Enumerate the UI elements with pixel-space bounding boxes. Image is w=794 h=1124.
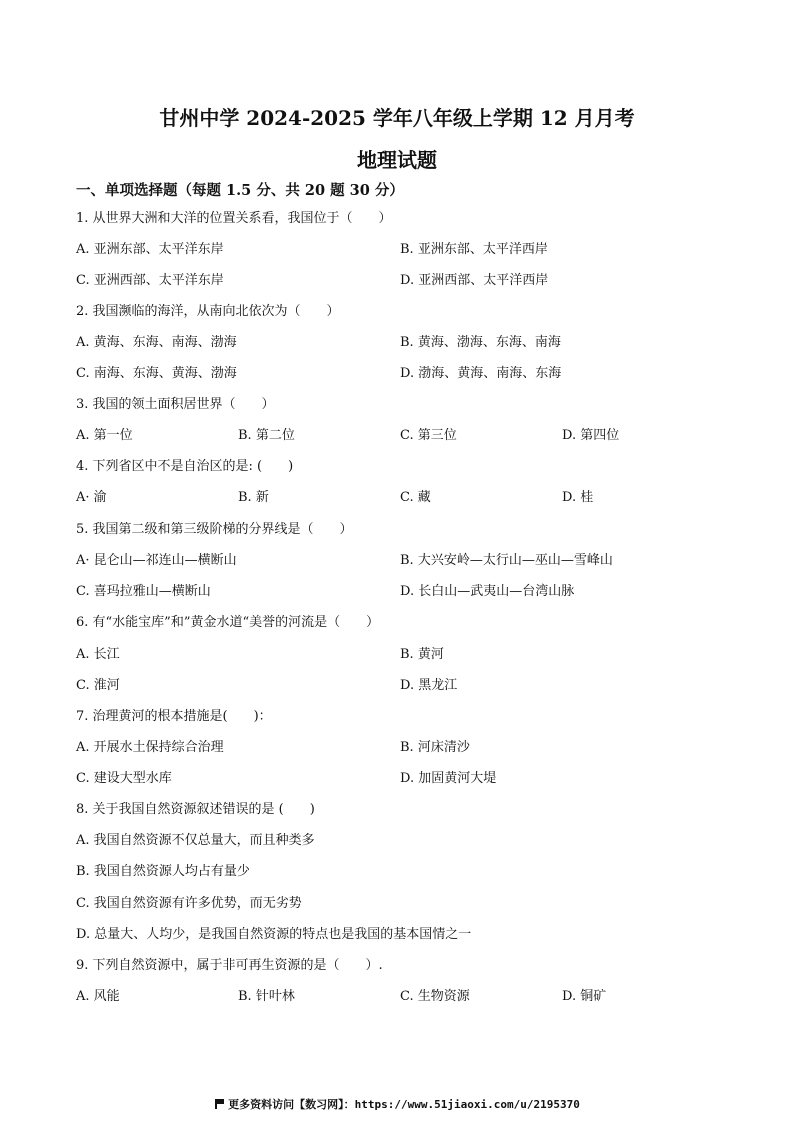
option-b[interactable]: B. 我国自然资源人均占有量少 — [76, 864, 250, 879]
option-a[interactable]: A. 第一位 — [76, 428, 133, 443]
option-c[interactable]: C. 生物资源 — [400, 989, 470, 1004]
page-title: 甘州中学 2024-2025 学年八年级上学期 12 月月考 — [159, 106, 635, 130]
option-d[interactable]: D. 加固黄河大堤 — [400, 771, 497, 786]
options-row — [0, 271, 794, 291]
question-4 — [0, 457, 794, 477]
option-d[interactable]: D. 亚洲西部、太平洋西岸 — [400, 273, 549, 288]
question-text: 7. 治理黄河的根本措施是( )： — [76, 709, 272, 724]
option-a[interactable]: A. 开展水土保持综合治理 — [76, 740, 224, 755]
footer-link[interactable] — [0, 1097, 794, 1113]
question-text: 8. 关于我国自然资源叙述错误的是 ( ) — [76, 802, 315, 817]
option-b[interactable]: B. 河床清沙 — [400, 740, 470, 755]
option-b[interactable]: B. 亚洲东部、太平洋西岸 — [400, 242, 548, 257]
options-row — [0, 769, 794, 789]
option-d[interactable]: D. 黑龙江 — [400, 678, 458, 693]
option-b[interactable]: B. 第二位 — [238, 428, 295, 443]
option-d[interactable]: D. 长白山—武夷山—台湾山脉 — [400, 584, 575, 599]
option-d[interactable]: D. 铜矿 — [562, 989, 607, 1004]
option-c[interactable]: C. 南海、东海、黄海、渤海 — [76, 366, 237, 381]
options-row — [0, 862, 794, 882]
question-2 — [0, 302, 794, 322]
option-c[interactable]: C. 藏 — [400, 490, 431, 505]
option-a[interactable]: A. 黄海、东海、南海、渤海 — [76, 335, 237, 350]
option-c[interactable]: C. 第三位 — [400, 428, 457, 443]
question-text: 5. 我国第二级和第三级阶梯的分界线是（ ） — [76, 522, 353, 537]
options-row — [0, 364, 794, 384]
question-9 — [0, 956, 794, 976]
question-text: 3. 我国的领土面积居世界（ ） — [76, 397, 275, 412]
options-row — [0, 551, 794, 571]
options-row — [0, 831, 794, 851]
option-a[interactable]: A. 长江 — [76, 647, 120, 662]
option-c[interactable]: C. 我国自然资源有许多优势，而无劣势 — [76, 896, 302, 911]
option-c[interactable]: C. 亚洲西部、太平洋东岸 — [76, 273, 224, 288]
option-d[interactable]: D. 第四位 — [562, 428, 620, 443]
option-b[interactable]: B. 大兴安岭—太行山—巫山—雪峰山 — [400, 553, 613, 568]
question-6 — [0, 613, 794, 633]
option-d[interactable]: D. 总量大、人均少，是我国自然资源的特点也是我国的基本国情之一 — [76, 927, 472, 942]
option-c[interactable]: C. 建设大型水库 — [76, 771, 172, 786]
question-3 — [0, 395, 794, 415]
option-b[interactable]: B. 新 — [238, 490, 269, 505]
option-a[interactable]: A. 风能 — [76, 989, 120, 1004]
option-a[interactable]: A· 昆仑山—祁连山—横断山 — [76, 553, 237, 568]
question-text: 9. 下列自然资源中，属于非可再生资源的是（ ）. — [76, 958, 383, 973]
option-a[interactable]: A· 渝 — [76, 490, 107, 505]
question-8 — [0, 800, 794, 820]
question-text: 4. 下列省区中不是自治区的是: ( ) — [76, 459, 294, 474]
question-1 — [0, 209, 794, 229]
option-b[interactable]: B. 黄海、渤海、东海、南海 — [400, 335, 561, 350]
options-row — [0, 645, 794, 665]
option-c[interactable]: C. 淮河 — [76, 678, 120, 693]
option-b[interactable]: B. 黄河 — [400, 647, 444, 662]
option-d[interactable]: D. 渤海、黄海、南海、东海 — [400, 366, 562, 381]
question-text: 2. 我国濒临的海洋，从南向北依次为（ ） — [76, 304, 340, 319]
page-subtitle: 地理试题 — [357, 148, 437, 172]
option-c[interactable]: C. 喜玛拉雅山—横断山 — [76, 584, 211, 599]
option-b[interactable]: B. 针叶林 — [238, 989, 295, 1004]
options-row — [0, 240, 794, 260]
options-row — [0, 925, 794, 945]
options-row — [0, 488, 794, 508]
question-7 — [0, 707, 794, 727]
options-row — [0, 738, 794, 758]
options-row — [0, 676, 794, 696]
options-row — [0, 426, 794, 446]
option-d[interactable]: D. 桂 — [562, 490, 594, 505]
section-heading: 一、单项选择题（每题 1.5 分、共 20 题 30 分） — [76, 182, 404, 199]
options-row — [0, 894, 794, 914]
options-row — [0, 987, 794, 1007]
footer-text: 更多资料访问【数习网】：https://www.51jiaoxi.com/u/2195370 — [228, 1098, 580, 1111]
question-text: 6. 有“水能宝库”和”黄金水道“美誉的河流是（ ） — [76, 615, 380, 630]
option-a[interactable]: A. 我国自然资源不仅总量大，而且种类多 — [76, 833, 315, 848]
flag-icon — [214, 1099, 224, 1109]
question-text: 1. 从世界大洲和大洋的位置关系看，我国位于（ ） — [76, 211, 392, 226]
option-a[interactable]: A. 亚洲东部、太平洋东岸 — [76, 242, 224, 257]
options-row — [0, 582, 794, 602]
question-5 — [0, 520, 794, 540]
options-row — [0, 333, 794, 353]
